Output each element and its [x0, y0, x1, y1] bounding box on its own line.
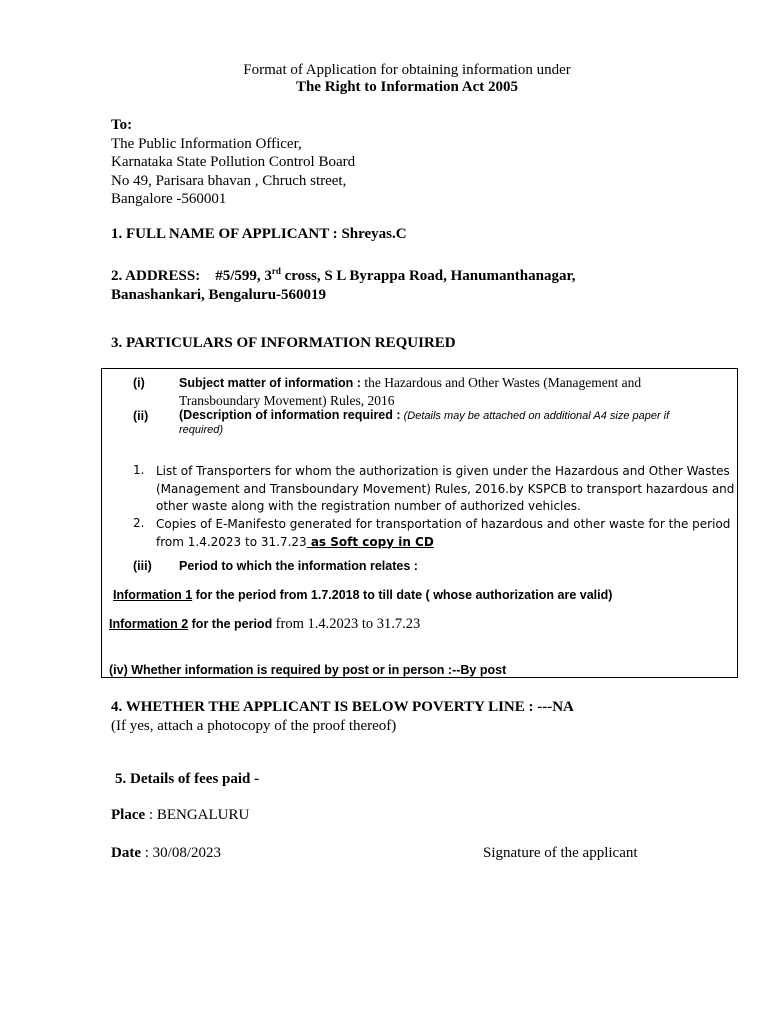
item-ii-text [179, 408, 669, 437]
poverty-line-label: 4. WHETHER THE APPLICANT IS BELOW POVERTY LINE : ---NA [111, 699, 574, 715]
item-iv-text: (iv) Whether information is required by post or in person :--By post [109, 663, 507, 677]
item-i-text [179, 374, 641, 409]
recipient-line: The Public Information Officer, [111, 135, 302, 152]
particulars-title: 3. PARTICULARS OF INFORMATION REQUIRED [111, 335, 456, 351]
address-part: #5/599, 3 [215, 268, 272, 284]
recipient-line: Bangalore -560001 [111, 191, 227, 207]
date-value: : 30/08/2023 [141, 845, 222, 861]
list-item-line: (Management and Transboundary Movement) Rules, 2016.by KSPCB to transport hazardous and [156, 481, 735, 496]
heading-act-title: The Right to Information Act 2005 [295, 79, 519, 95]
item-i-value: the Hazardous and Other Wastes (Management and [360, 375, 642, 390]
list-item-line: List of Transporters for whom the authorization is given under the Hazardous and Other Wastes [156, 464, 730, 478]
list-item [156, 516, 731, 551]
address-line-2: Banashankari, Bengaluru-560019 [111, 286, 327, 303]
poverty-line-note: (If yes, attach a photocopy of the proof thereof) [111, 718, 397, 734]
recipient-line: No 49, Parisara bhavan , Chruch street, [111, 172, 347, 189]
list-item-line: Copies of E-Manifesto generated for transportation of hazardous and other waste for the period [156, 517, 731, 531]
item-ii-label: (Description of information required : [179, 408, 401, 422]
particulars-box [101, 368, 738, 678]
information-2-row [109, 615, 420, 633]
to-label: To: [111, 117, 133, 133]
recipient-line: Karnataka State Pollution Control Board [111, 154, 356, 170]
place-value: : BENGALURU [145, 807, 250, 823]
date-row [111, 845, 221, 862]
heading-line-1: Format of Application for obtaining information under [243, 62, 571, 78]
fees-paid-label: 5. Details of fees paid - [115, 771, 260, 787]
signature-label: Signature of the applicant [483, 845, 638, 861]
item-ii-number: (ii) [133, 409, 149, 423]
form-heading [0, 62, 768, 96]
applicant-name-label: 1. FULL NAME OF APPLICANT : [111, 226, 338, 242]
address-label: 2. ADDRESS: [111, 268, 201, 284]
item-i-label: Subject matter of information : [179, 376, 361, 390]
list-item-line: other waste along with the registration number of authorized vehicles. [156, 499, 581, 513]
address-part: cross, S L Byrappa Road, Hanumanthanagar, [280, 268, 576, 284]
information-1-label: Information 1 [113, 588, 193, 602]
item-iii-label: Period to which the information relates : [179, 559, 418, 573]
item-ii-note: (Details may be attached on additional A4 size paper if [400, 410, 670, 422]
list-item [156, 463, 735, 516]
applicant-name-value: Shreyas.C [341, 226, 407, 242]
date-label: Date [111, 845, 141, 861]
list-item-line: from 1.4.2023 to 31.7.23 [156, 534, 307, 549]
recipient-block [111, 116, 355, 209]
item-i-number: (i) [133, 376, 145, 390]
list-number: 1. [133, 463, 145, 477]
information-2-value: from 1.4.2023 to 31.7.23 [275, 616, 421, 632]
list-item-emphasis: as Soft copy in CD [306, 534, 434, 549]
address-value [215, 268, 575, 284]
place-label: Place [111, 807, 146, 823]
item-iii-number: (iii) [133, 559, 152, 573]
information-1-row [113, 588, 612, 602]
information-2-label: Information 2 [109, 617, 189, 631]
address-superscript: rd [271, 266, 281, 276]
address-row [111, 262, 576, 304]
item-i-value-line-2: Transboundary Movement) Rules, 2016 [179, 393, 395, 408]
list-number: 2. [133, 516, 145, 530]
information-1-text: for the period from 1.7.2018 to till date ( whose authorization are valid) [192, 588, 613, 602]
applicant-name-row [111, 226, 407, 243]
place-row [111, 807, 249, 824]
information-2-text: for the period [188, 617, 276, 631]
item-ii-note-line-2: required) [179, 424, 224, 436]
poverty-line-section [111, 698, 574, 736]
